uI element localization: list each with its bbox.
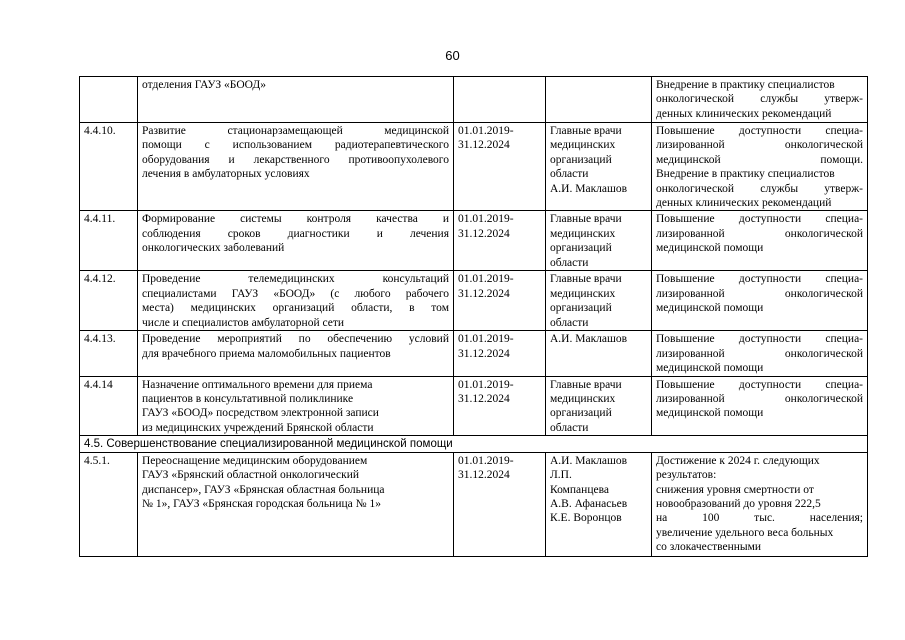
- activity-cell-line: Проведение мероприятий по обеспечению условий: [142, 333, 449, 346]
- result-cell-line: Внедрение в практику специалистов: [656, 168, 835, 181]
- activity-cell: [138, 331, 454, 376]
- result-cell-line: Повышение доступности специа-: [656, 213, 863, 226]
- result-cell-line: денных клинических рекомендаций: [656, 197, 832, 210]
- responsible-cell-line: области: [550, 256, 589, 269]
- activity-cell-line: оборудования и лекарственного противоопухолевого: [142, 153, 449, 166]
- table-row: [80, 376, 868, 436]
- table-row: [80, 331, 868, 376]
- responsible-cell-line: медицинских: [550, 287, 616, 300]
- responsible-cell-line: Компанцева: [550, 483, 609, 496]
- result-cell-line: увеличение удельного веса больных: [656, 526, 834, 539]
- responsible-cell-line: области: [550, 421, 589, 434]
- result-cell-line: медицинской помощи: [656, 242, 764, 255]
- result-cell-line: Достижение к 2024 г. следующих: [656, 454, 820, 467]
- activity-cell-line: соблюдения сроков диагностики и лечения: [142, 227, 449, 240]
- responsible-cell: [546, 123, 652, 211]
- activity-cell: [138, 211, 454, 271]
- result-cell-line: медицинской помощи: [656, 407, 764, 420]
- activity-cell-line: ГАУЗ «БООД» посредством электронной записи: [142, 407, 379, 420]
- result-cell: [652, 77, 868, 123]
- responsible-cell: [546, 376, 652, 436]
- period-cell: [454, 77, 546, 123]
- result-cell-line: Внедрение в практику специалистов: [656, 79, 835, 91]
- period-cell-line: 31.12.2024: [458, 393, 510, 406]
- result-cell-line: снижения уровня смертности от: [656, 483, 814, 496]
- result-cell-line: медицинской помощи.: [656, 153, 863, 166]
- responsible-cell-line: К.Е. Воронцов: [550, 512, 622, 525]
- activity-cell-line: Переоснащение медицинским оборудованием: [142, 454, 368, 467]
- result-cell: [652, 376, 868, 436]
- activity-cell-line: Развитие стационарзамещающей медицинской: [142, 125, 449, 137]
- responsible-cell-line: области: [550, 316, 589, 329]
- responsible-cell-line: А.И. Маклашов: [550, 333, 628, 346]
- responsible-cell: [546, 77, 652, 123]
- result-cell: [652, 271, 868, 331]
- item-number: 4.5.1.: [80, 452, 138, 556]
- result-cell: [652, 211, 868, 271]
- item-number: 4.4.12.: [80, 271, 138, 331]
- activity-cell-line: помощи с использованием радиотерапевтического: [142, 139, 449, 152]
- result-cell-line: медицинской помощи: [656, 362, 764, 375]
- result-cell-line: новообразований до уровня 222,5: [656, 497, 821, 510]
- result-cell-line: Повышение доступности специа-: [656, 378, 863, 391]
- activity-cell-line: отделения ГАУЗ «БООД»: [142, 79, 266, 91]
- responsible-cell-line: медицинских: [550, 139, 616, 152]
- activity-cell: [138, 376, 454, 436]
- period-cell-line: 31.12.2024: [458, 139, 510, 152]
- responsible-cell-line: организаций: [550, 407, 612, 420]
- responsible-cell-line: А.В. Афанасьев: [550, 497, 628, 510]
- result-cell-line: денных клинических рекомендаций: [656, 107, 832, 120]
- item-number: 4.4.10.: [80, 123, 138, 211]
- activity-cell-line: Назначение оптимального времени для приема: [142, 378, 373, 391]
- activity-cell: [138, 271, 454, 331]
- result-cell-line: на 100 тыс. населения;: [656, 512, 863, 525]
- activity-cell-line: лечения в амбулаторных условиях: [142, 168, 310, 181]
- result-cell: [652, 452, 868, 556]
- responsible-cell-line: медицинских: [550, 393, 616, 406]
- activity-cell-line: места) медицинских организаций области, в том: [142, 302, 449, 315]
- activity-cell: [138, 77, 454, 123]
- period-cell-line: 31.12.2024: [458, 469, 510, 482]
- responsible-cell-line: организаций: [550, 153, 612, 166]
- item-number: [80, 77, 138, 123]
- result-cell-line: лизированной онкологической: [656, 393, 863, 406]
- responsible-cell-line: Главные врачи: [550, 125, 622, 137]
- activity-cell-line: онкологических заболеваний: [142, 242, 285, 255]
- activity-cell: [138, 123, 454, 211]
- activity-cell-line: ГАУЗ «Брянский областной онкологический: [142, 469, 360, 482]
- period-cell-line: 01.01.2019-: [458, 454, 514, 467]
- result-cell: [652, 123, 868, 211]
- activity-cell: [138, 452, 454, 556]
- item-number: 4.4.11.: [80, 211, 138, 271]
- period-cell-line: 01.01.2019-: [458, 273, 514, 286]
- result-cell-line: лизированной онкологической: [656, 287, 863, 300]
- result-cell-line: со злокачественными: [656, 541, 762, 554]
- result-cell-line: лизированной онкологической: [656, 227, 863, 240]
- activity-cell-line: Проведение телемедицинских консультаций: [142, 273, 449, 286]
- responsible-cell-line: А.И. Маклашов: [550, 182, 628, 195]
- activity-cell-line: Формирование системы контроля качества и: [142, 213, 449, 226]
- period-cell-line: 31.12.2024: [458, 287, 510, 300]
- result-cell-line: онкологической службы утверж-: [656, 93, 863, 106]
- section-row: [80, 436, 868, 452]
- period-cell: [454, 331, 546, 376]
- measures-table: [79, 76, 868, 557]
- activity-cell-line: диспансер», ГАУЗ «Брянская областная больница: [142, 483, 385, 496]
- item-number: 4.4.13.: [80, 331, 138, 376]
- responsible-cell-line: медицинских: [550, 227, 616, 240]
- responsible-cell: [546, 331, 652, 376]
- result-cell-line: Повышение доступности специа-: [656, 333, 863, 346]
- responsible-cell-line: организаций: [550, 302, 612, 315]
- activity-cell-line: числе и специалистов амбулаторной сети: [142, 316, 345, 329]
- responsible-cell: [546, 452, 652, 556]
- period-cell: [454, 271, 546, 331]
- activity-cell-line: специалистами ГАУЗ «БООД» (с любого рабочего: [142, 287, 449, 300]
- result-cell-line: медицинской помощи: [656, 302, 764, 315]
- period-cell: [454, 211, 546, 271]
- period-cell-line: 01.01.2019-: [458, 213, 514, 226]
- activity-cell-line: из медицинских учреждений Брянской области: [142, 421, 374, 434]
- result-cell: [652, 331, 868, 376]
- activity-cell-line: № 1», ГАУЗ «Брянская городская больница № 1»: [142, 497, 381, 510]
- responsible-cell-line: А.И. Маклашов: [550, 454, 628, 467]
- section-heading: 4.5. Совершенствование специализированной медицинской помощи: [80, 436, 868, 452]
- responsible-cell: [546, 271, 652, 331]
- responsible-cell-line: Л.П.: [550, 469, 572, 482]
- result-cell-line: лизированной онкологической: [656, 347, 863, 360]
- table-row: [80, 271, 868, 331]
- page-number: 60: [445, 48, 460, 63]
- table-row: [80, 77, 868, 123]
- period-cell: [454, 376, 546, 436]
- responsible-cell-line: области: [550, 168, 589, 181]
- activity-cell-line: пациентов в консультативной поликлинике: [142, 393, 354, 406]
- result-cell-line: Повышение доступности специа-: [656, 125, 863, 137]
- result-cell-line: Повышение доступности специа-: [656, 273, 863, 286]
- period-cell-line: 01.01.2019-: [458, 333, 514, 346]
- period-cell: [454, 123, 546, 211]
- period-cell-line: 31.12.2024: [458, 227, 510, 240]
- responsible-cell-line: Главные врачи: [550, 273, 622, 286]
- result-cell-line: лизированной онкологической: [656, 139, 863, 152]
- responsible-cell-line: Главные врачи: [550, 378, 622, 391]
- table-row: [80, 452, 868, 556]
- period-cell-line: 01.01.2019-: [458, 378, 514, 391]
- table-row: [80, 123, 868, 211]
- result-cell-line: онкологической службы утверж-: [656, 182, 863, 195]
- period-cell-line: 01.01.2019-: [458, 125, 514, 137]
- period-cell: [454, 452, 546, 556]
- period-cell-line: 31.12.2024: [458, 347, 510, 360]
- responsible-cell: [546, 211, 652, 271]
- result-cell-line: результатов:: [656, 469, 717, 482]
- responsible-cell-line: Главные врачи: [550, 213, 622, 226]
- responsible-cell-line: организаций: [550, 242, 612, 255]
- activity-cell-line: для врачебного приема маломобильных пациентов: [142, 347, 391, 360]
- table-row: [80, 211, 868, 271]
- item-number: 4.4.14: [80, 376, 138, 436]
